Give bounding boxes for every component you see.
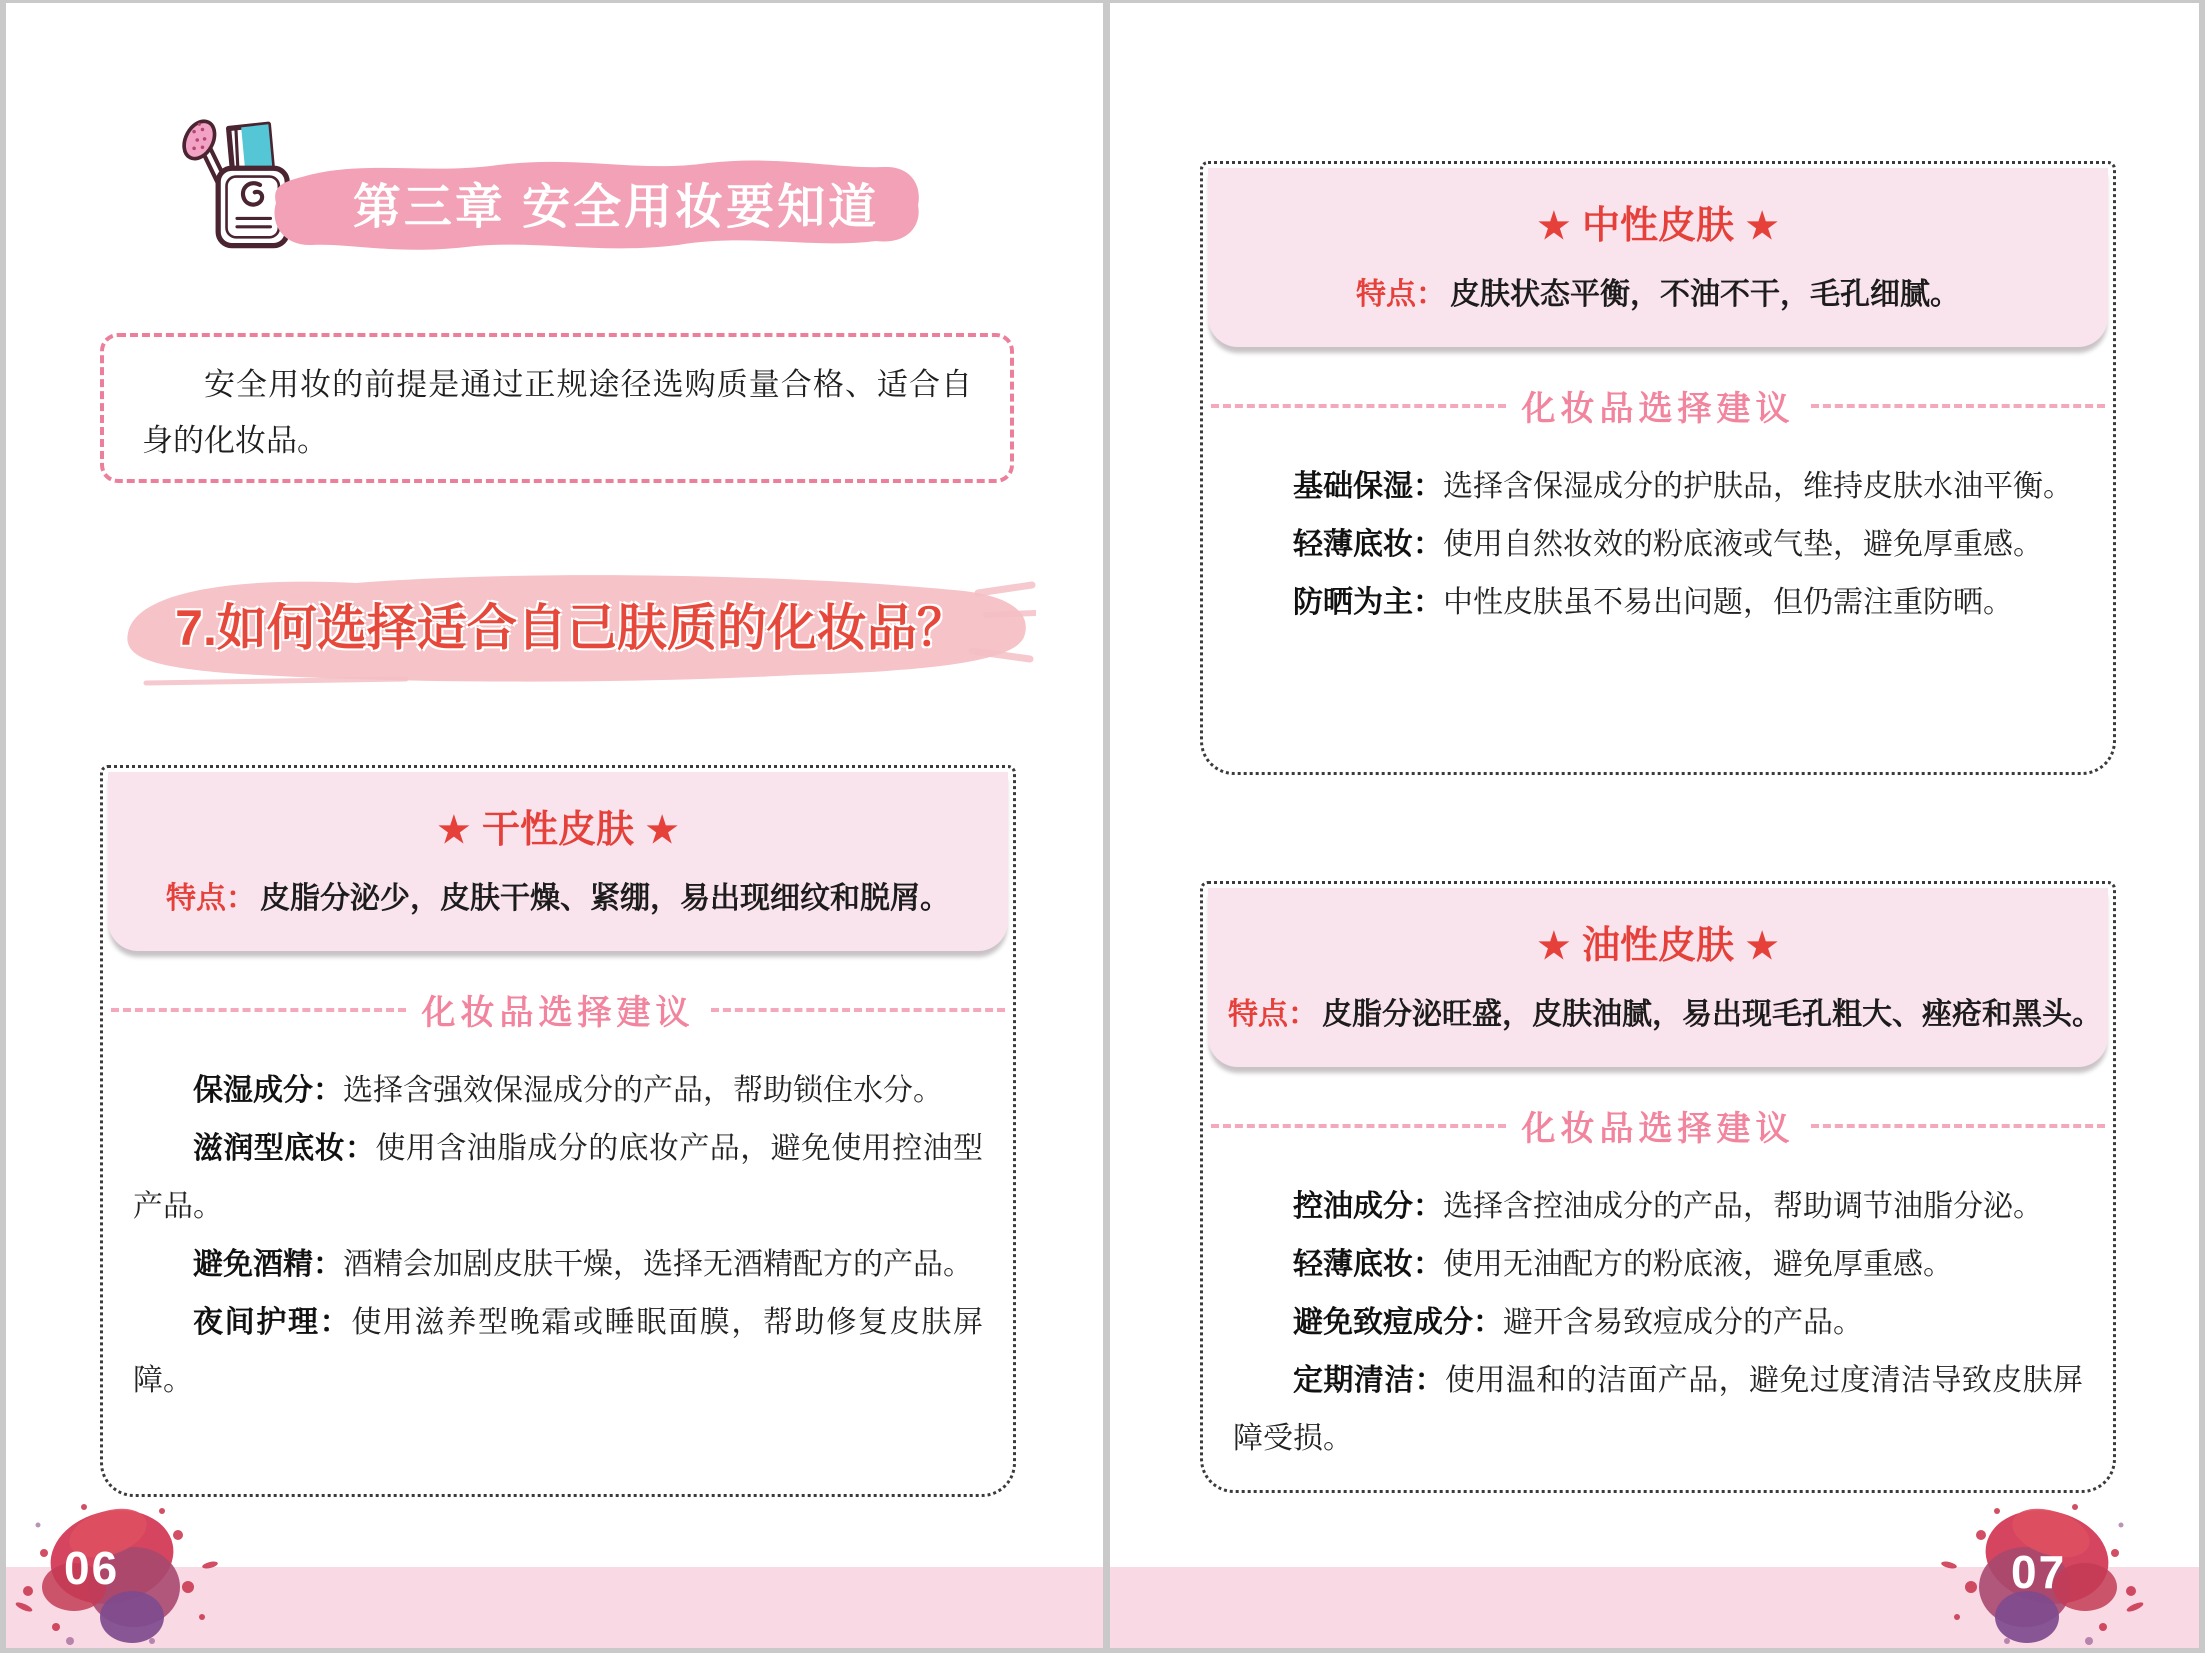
feature-label: 特点： bbox=[166, 882, 256, 915]
advice-item: 滋润型底妆：使用含油脂成分的底妆产品，避免使用控油型产品。 bbox=[133, 1132, 984, 1223]
card-feature bbox=[1228, 989, 2102, 1033]
divider-dash-line bbox=[1211, 1124, 1506, 1128]
skin-card-oily bbox=[1200, 881, 2116, 1493]
advice-item: 轻薄底妆：使用自然妆效的粉底液或气垫，避免厚重感。 bbox=[1293, 528, 2043, 561]
advice-item: 防晒为主：中性皮肤虽不易出问题，但仍需注重防晒。 bbox=[1293, 586, 2013, 619]
feature-label: 特点： bbox=[1228, 998, 1318, 1031]
card-body bbox=[103, 1034, 1013, 1410]
card-feature bbox=[128, 873, 988, 917]
card-title-text: 干性皮肤 bbox=[481, 809, 634, 851]
star-icon: ★ bbox=[1746, 925, 1779, 966]
card-title-text: 油性皮肤 bbox=[1581, 925, 1734, 967]
star-icon: ★ bbox=[437, 809, 470, 850]
page-right bbox=[1110, 3, 2199, 1648]
skin-card-neutral bbox=[1200, 161, 2116, 775]
chapter-title: 第三章 安全用妆要知道 bbox=[352, 180, 880, 234]
card-head bbox=[1208, 168, 2108, 347]
divider-title: 化妆品选择建议 bbox=[1521, 1110, 1795, 1148]
page-number: 07 bbox=[2011, 1546, 2067, 1598]
card-title bbox=[1228, 194, 2088, 249]
skin-card-dry bbox=[100, 765, 1016, 1497]
chapter-banner bbox=[268, 155, 924, 255]
advice-divider bbox=[1211, 1101, 2105, 1150]
card-head bbox=[108, 772, 1008, 951]
divider-dash-line bbox=[711, 1008, 1006, 1012]
card-head bbox=[1208, 888, 2108, 1067]
divider-title: 化妆品选择建议 bbox=[1521, 390, 1795, 428]
divider-dash-line bbox=[111, 1008, 406, 1012]
watercolor-splash bbox=[12, 1495, 226, 1651]
feature-text: 皮肤状态平衡，不油不干，毛孔细腻。 bbox=[1450, 278, 1960, 311]
advice-item: 夜间护理：使用滋养型晚霜或睡眠面膜，帮助修复皮肤屏障。 bbox=[133, 1306, 984, 1397]
page-number: 06 bbox=[64, 1542, 120, 1594]
divider-dash-line bbox=[1811, 404, 2106, 408]
advice-divider bbox=[111, 985, 1005, 1034]
intro-text: 安全用妆的前提是通过正规途径选购质量合格、适合自身的化妆品。 bbox=[142, 367, 972, 458]
watercolor-splash bbox=[1933, 1495, 2147, 1651]
advice-item: 控油成分：选择含控油成分的产品，帮助调节油脂分泌。 bbox=[1293, 1190, 2043, 1223]
card-feature bbox=[1228, 269, 2088, 313]
advice-item: 基础保湿：选择含保湿成分的护肤品，维持皮肤水油平衡。 bbox=[1293, 470, 2073, 503]
section-title: 7.如何选择适合自己肤质的化妆品？ bbox=[175, 600, 967, 656]
divider-title: 化妆品选择建议 bbox=[421, 994, 695, 1032]
feature-text: 皮脂分泌旺盛，皮肤油腻，易出现毛孔粗大、痤疮和黑头。 bbox=[1322, 998, 2102, 1031]
star-icon: ★ bbox=[1746, 205, 1779, 246]
advice-item: 避免致痘成分：避开含易致痘成分的产品。 bbox=[1293, 1306, 1863, 1339]
card-title bbox=[128, 798, 988, 853]
advice-item: 轻薄底妆：使用无油配方的粉底液，避免厚重感。 bbox=[1293, 1248, 1953, 1281]
divider-dash-line bbox=[1211, 404, 1506, 408]
advice-item: 保湿成分：选择含强效保湿成分的产品，帮助锁住水分。 bbox=[193, 1074, 943, 1107]
star-icon: ★ bbox=[1537, 925, 1570, 966]
card-title-text: 中性皮肤 bbox=[1581, 205, 1734, 247]
feature-label: 特点： bbox=[1356, 278, 1446, 311]
advice-item: 避免酒精：酒精会加剧皮肤干燥，选择无酒精配方的产品。 bbox=[193, 1248, 973, 1281]
card-body bbox=[1203, 1150, 2113, 1468]
page-left bbox=[6, 3, 1103, 1648]
advice-item: 定期清洁：使用温和的洁面产品，避免过度清洁导致皮肤屏障受损。 bbox=[1233, 1364, 2083, 1455]
star-icon: ★ bbox=[646, 809, 679, 850]
advice-divider bbox=[1211, 381, 2105, 430]
divider-dash-line bbox=[1811, 1124, 2106, 1128]
intro-box bbox=[100, 333, 1014, 483]
star-icon: ★ bbox=[1537, 205, 1570, 246]
card-title bbox=[1228, 914, 2088, 969]
section-heading bbox=[106, 559, 1036, 699]
feature-text: 皮脂分泌少，皮肤干燥、紧绷，易出现细纹和脱屑。 bbox=[260, 882, 950, 915]
card-body bbox=[1203, 430, 2113, 632]
